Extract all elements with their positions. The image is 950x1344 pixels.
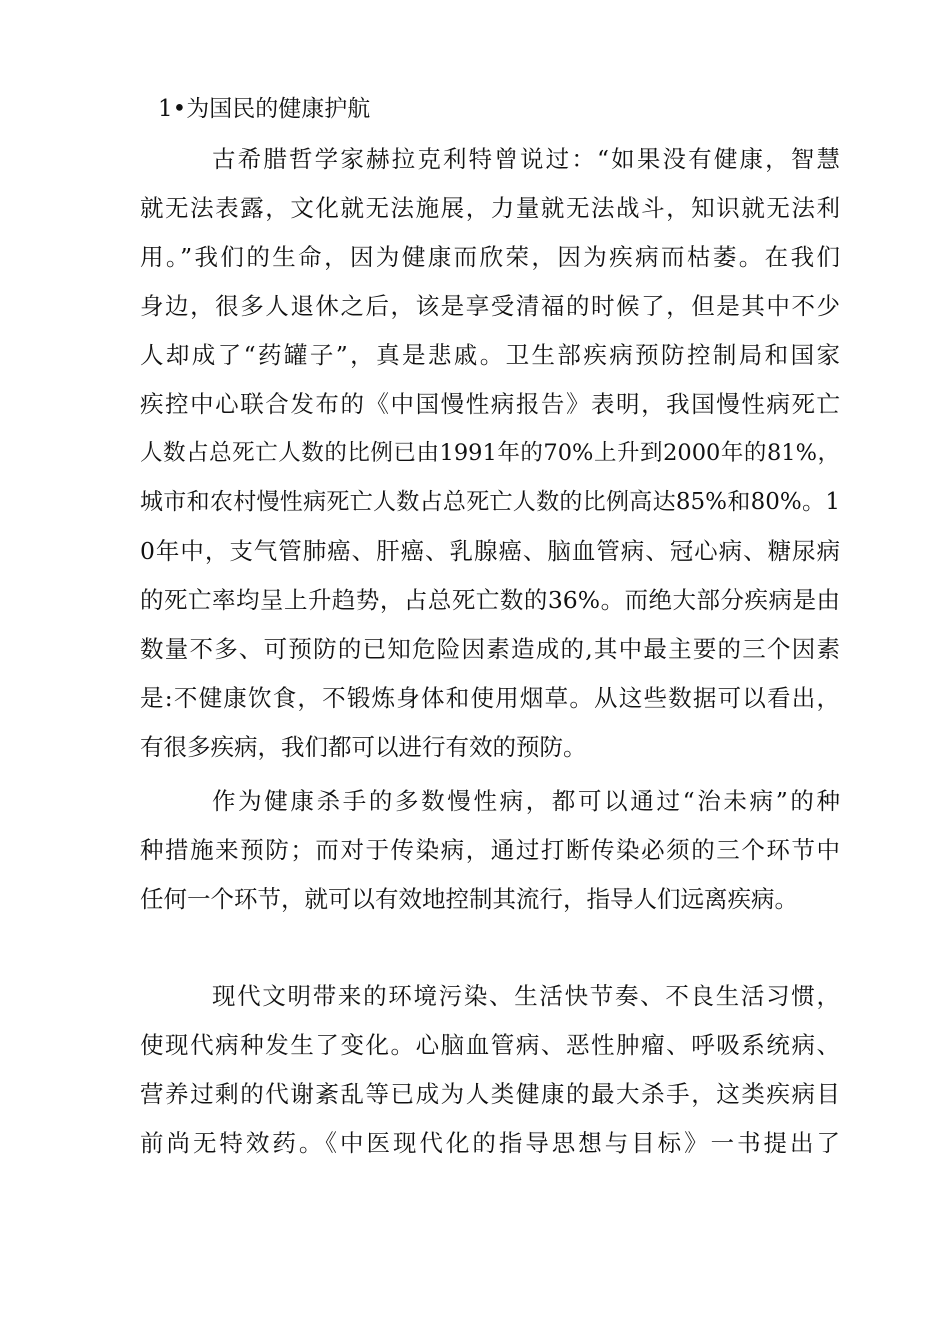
paragraph-line: 人却成了“药罐子”，真是悲戚。卫生部疾病预防控制局和国家 xyxy=(140,341,840,369)
section-heading: 1•为国民的健康护航 xyxy=(158,96,371,122)
paragraph-1 xyxy=(140,135,840,772)
paragraph-line: 现代文明带来的环境污染、生活快节奏、不良生活习惯， xyxy=(212,982,840,1010)
paragraph-line: 任何一个环节，就可以有效地控制其流行，指导人们远离疾病。 xyxy=(140,885,798,913)
paragraph-2 xyxy=(140,777,840,924)
paragraph-line: 使现代病种发生了变化。心脑血管病、恶性肿瘤、呼吸系统病、 xyxy=(140,1031,840,1059)
paragraph-line: 城市和农村慢性病死亡人数占总死亡人数的比例高达85%和80%。1 xyxy=(140,489,840,515)
paragraph-line: 古希腊哲学家赫拉克利特曾说过：“如果没有健康，智慧 xyxy=(212,145,840,173)
paragraph-3 xyxy=(140,972,840,1168)
paragraph-line: 就无法表露，文化就无法施展，力量就无法战斗，知识就无法利 xyxy=(140,194,840,222)
paragraph-line: 种措施来预防；而对于传染病，通过打断传染必须的三个环节中 xyxy=(140,836,840,864)
paragraph-line: 数量不多、可预防的已知危险因素造成的,其中最主要的三个因素 xyxy=(140,635,840,663)
paragraph-line: 用。”我们的生命，因为健康而欣荣，因为疾病而枯萎。在我们 xyxy=(140,243,840,271)
paragraph-line: 前尚无特效药。《中医现代化的指导思想与目标》一书提出了 xyxy=(140,1129,840,1157)
paragraph-line: 营养过剩的代谢紊乱等已成为人类健康的最大杀手，这类疾病目 xyxy=(140,1080,840,1108)
paragraph-line: 人数占总死亡人数的比例已由1991年的70%上升到2000年的81%， xyxy=(140,440,840,466)
paragraph-line: 的死亡率均呈上升趋势，占总死亡数的36%。而绝大部分疾病是由 xyxy=(140,586,840,614)
paragraph-line: 作为健康杀手的多数慢性病，都可以通过“治未病”的种 xyxy=(212,787,840,815)
paragraph-line: 疾控中心联合发布的《中国慢性病报告》表明，我国慢性病死亡 xyxy=(140,390,840,418)
paragraph-line: 是:不健康饮食，不锻炼身体和使用烟草。从这些数据可以看出， xyxy=(140,684,840,712)
paragraph-line: 0年中，支气管肺癌、肝癌、乳腺癌、脑血管病、冠心病、糖尿病 xyxy=(140,537,840,565)
paragraph-line: 身边，很多人退休之后，该是享受清福的时候了，但是其中不少 xyxy=(140,292,840,320)
paragraph-line: 有很多疾病，我们都可以进行有效的预防。 xyxy=(140,733,587,761)
